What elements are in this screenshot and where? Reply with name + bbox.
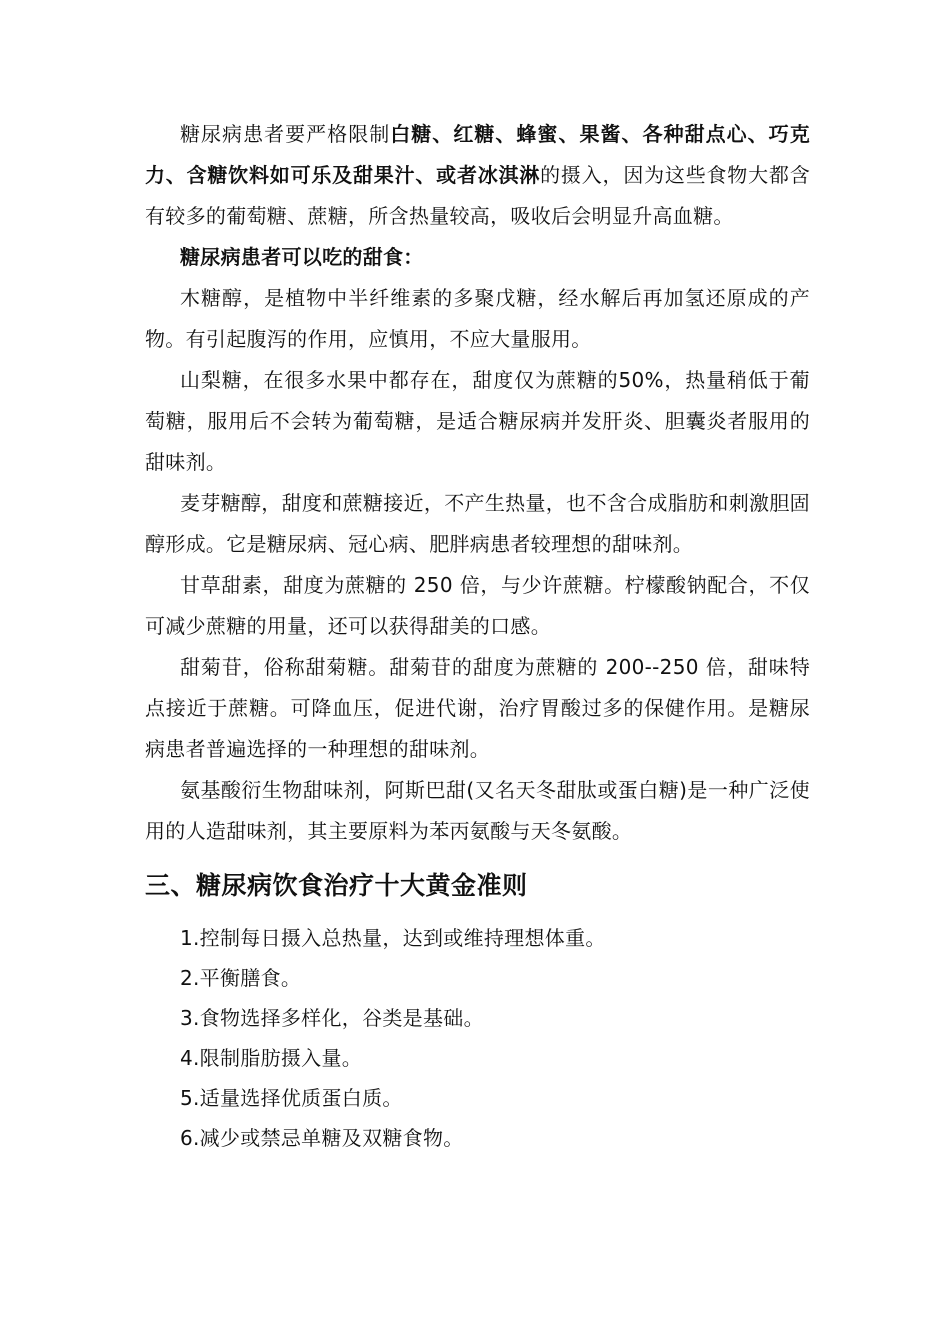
section-title: 三、糖尿病饮食治疗十大黄金准则: [145, 871, 528, 900]
intro-tail: 的摄入，因为这些食物大都含有较多的葡萄糖、蔗糖，所含热量较高，吸收后会明显升高血糖。: [145, 163, 810, 228]
rule-item: 5.适量选择优质蛋白质。: [180, 1086, 403, 1110]
document-page: [145, 114, 810, 1158]
sweets-heading: 糖尿病患者可以吃的甜食：: [180, 245, 424, 269]
rule-item: 1.控制每日摄入总热量，达到或维持理想体重。: [180, 926, 606, 950]
sweetener-maltitol: 麦芽糖醇，甜度和蔗糖接近，不产生热量，也不含合成脂肪和刺激胆固醇形成。它是糖尿病、冠心病、肥胖病患者较理想的甜味剂。: [145, 491, 810, 556]
rule-item: 4.限制脂肪摄入量。: [180, 1046, 363, 1070]
rules-list: [145, 918, 810, 1158]
sweetener-xylitol: 木糖醇，是植物中半纤维素的多聚戊糖，经水解后再加氢还原成的产物。有引起腹泻的作用，应慎用，不应大量服用。: [145, 286, 810, 351]
intro-lead: 糖尿病患者要严格限制: [180, 122, 391, 146]
sweetener-stevioside: 甜菊苷，俗称甜菊糖。甜菊苷的甜度为蔗糖的 200--250 倍，甜味特点接近于蔗糖。可降血压，促进代谢，治疗胃酸过多的保健作用。是糖尿病患者普遍选择的一种理想的甜味剂。: [145, 655, 810, 761]
sweetener-glycyrrhizin: 甘草甜素，甜度为蔗糖的 250 倍，与少许蔗糖。柠檬酸钠配合，不仅可减少蔗糖的用量，还可以获得甜美的口感。: [145, 573, 810, 638]
rule-item: 6.减少或禁忌单糖及双糖食物。: [180, 1126, 464, 1150]
intro-restricted-foods: 白糖、红糖、蜂蜜、果酱、各种甜点心、巧克力、含糖饮料如可乐及甜果汁、或者冰淇淋: [145, 122, 811, 187]
sweetener-aspartame: 氨基酸衍生物甜味剂，阿斯巴甜(又名天冬甜肽或蛋白糖)是一种广泛使用的人造甜味剂，其主要原料为苯丙氨酸与天冬氨酸。: [145, 778, 810, 843]
rule-item: 3.食物选择多样化，谷类是基础。: [180, 1006, 484, 1030]
intro-paragraph: [145, 114, 810, 237]
sweetener-sorbose: 山梨糖，在很多水果中都存在，甜度仅为蔗糖的50%，热量稍低于葡萄糖，服用后不会转为葡萄糖，是适合糖尿病并发肝炎、胆囊炎者服用的甜味剂。: [145, 368, 810, 474]
rule-item: 2.平衡膳食。: [180, 966, 302, 990]
